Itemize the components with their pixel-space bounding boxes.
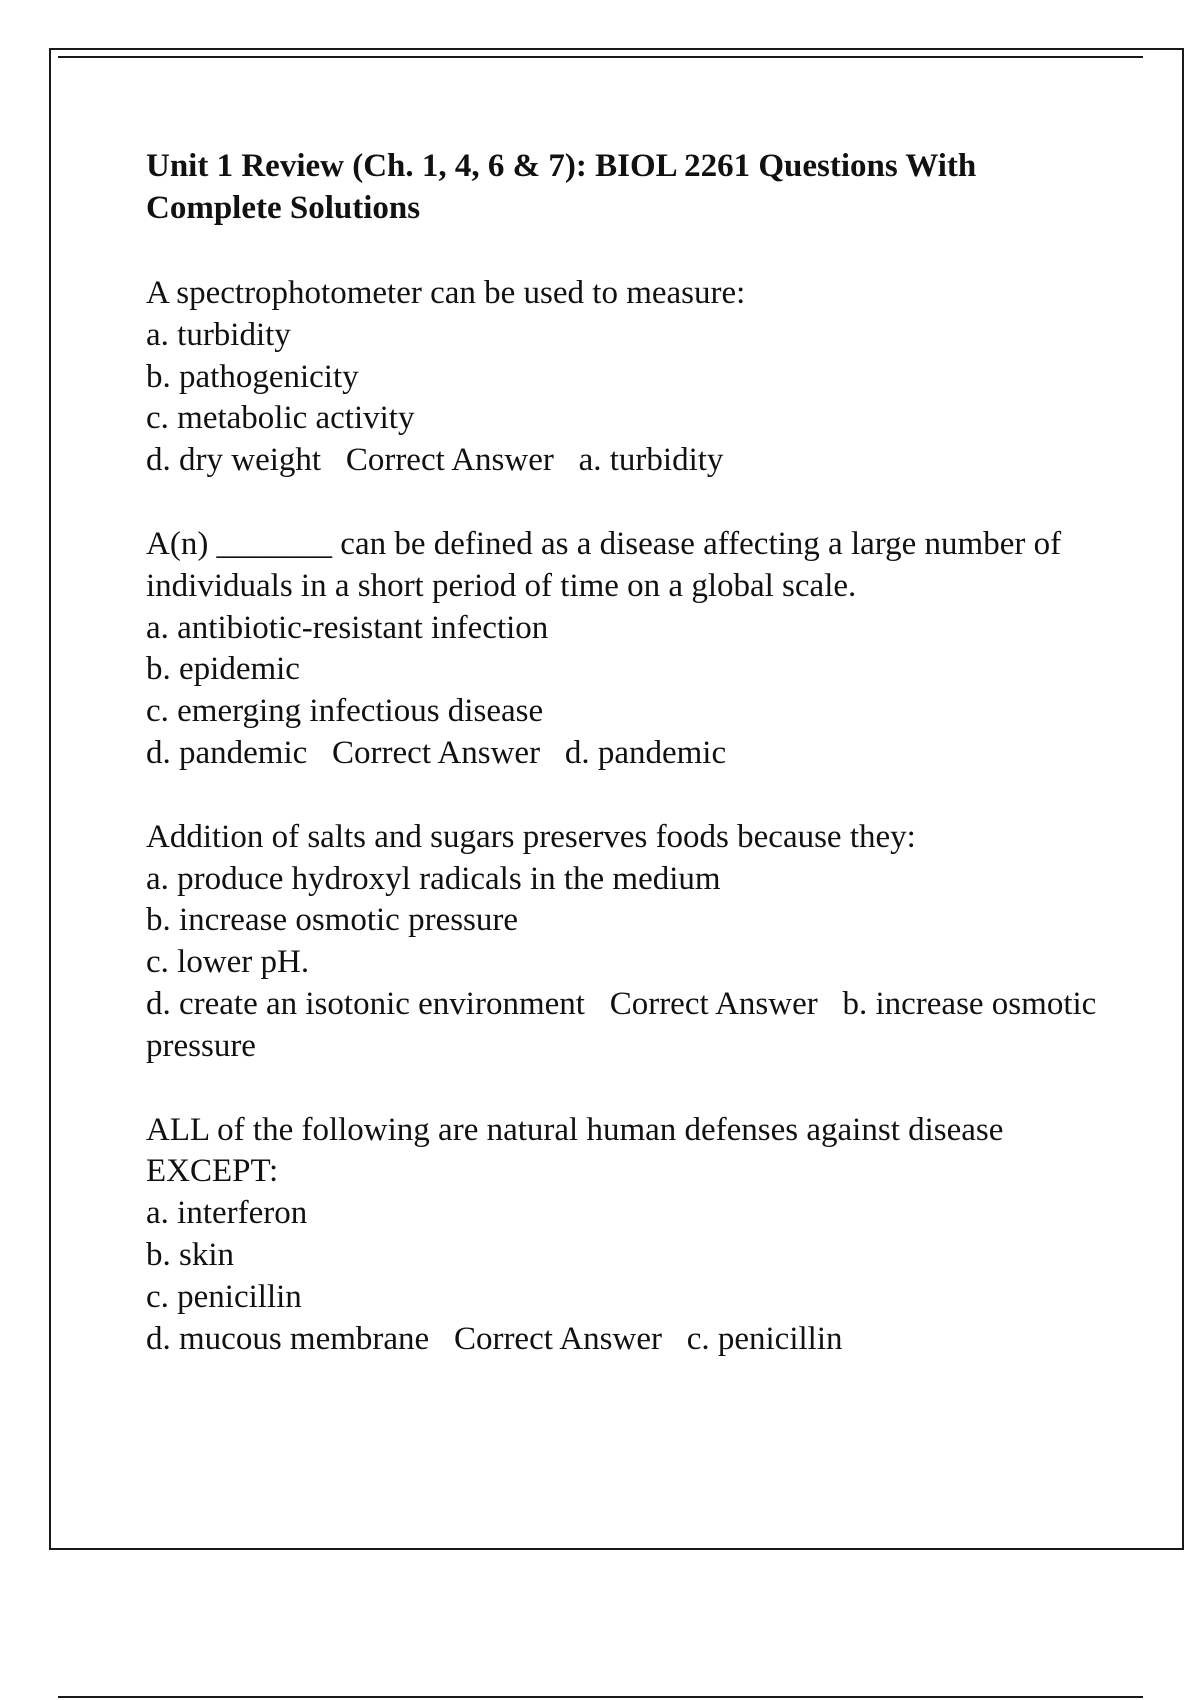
option-b: b. skin — [146, 1236, 235, 1273]
option-d-with-answer — [146, 1319, 1106, 1361]
option-b: b. pathogenicity — [146, 358, 359, 395]
top-rule — [58, 56, 1143, 58]
question-prompt: A spectrophotometer can be used to measure: — [146, 275, 746, 311]
option-d: d. create an isotonic environment — [146, 985, 585, 1022]
option-d: d. pandemic — [146, 734, 308, 771]
question-3 — [146, 817, 1106, 1068]
bottom-rule — [58, 1696, 1143, 1698]
answer-label: Correct Answer — [453, 1320, 662, 1357]
option-a: a. antibiotic-resistant infection — [146, 609, 549, 646]
question-2 — [146, 524, 1106, 775]
option-d: d. mucous membrane — [146, 1320, 430, 1357]
option-c: c. lower pH. — [146, 944, 310, 981]
option-d-with-answer — [146, 733, 1106, 775]
question-prompt: A(n) _______ can be defined as a disease affecting a large number of individuals in a short period of time on a global scale. — [146, 525, 1062, 604]
option-d: d. dry weight — [146, 442, 322, 479]
option-b: b. increase osmotic pressure — [146, 902, 519, 939]
question-1 — [146, 273, 1106, 482]
option-c: c. penicillin — [146, 1278, 302, 1315]
answer-label: Correct Answer — [609, 985, 818, 1022]
answer-label: Correct Answer — [345, 442, 554, 479]
correct-answer: a. turbidity — [578, 442, 724, 479]
option-b: b. epidemic — [146, 651, 300, 688]
option-a: a. turbidity — [146, 316, 291, 353]
option-a: a. interferon — [146, 1195, 308, 1232]
option-a: a. produce hydroxyl radicals in the medium — [146, 860, 721, 897]
correct-answer: d. pandemic — [564, 734, 727, 771]
answer-label: Correct Answer — [332, 734, 541, 771]
correct-answer: c. penicillin — [686, 1320, 843, 1357]
question-4 — [146, 1110, 1106, 1361]
option-d-with-answer — [146, 984, 1106, 1068]
document-title: Unit 1 Review (Ch. 1, 4, 6 & 7): BIOL 2261 Questions With Complete Solutions — [146, 148, 977, 226]
option-c: c. emerging infectious disease — [146, 693, 544, 730]
question-prompt: Addition of salts and sugars preserves foods because they: — [146, 818, 916, 855]
correct-answer: b. increase osmotic pressure — [146, 985, 1097, 1064]
question-prompt: ALL of the following are natural human defenses against disease EXCEPT: — [146, 1111, 1004, 1190]
document-content — [146, 145, 1106, 1402]
option-c: c. metabolic activity — [146, 400, 415, 437]
option-d-with-answer — [146, 440, 1106, 482]
